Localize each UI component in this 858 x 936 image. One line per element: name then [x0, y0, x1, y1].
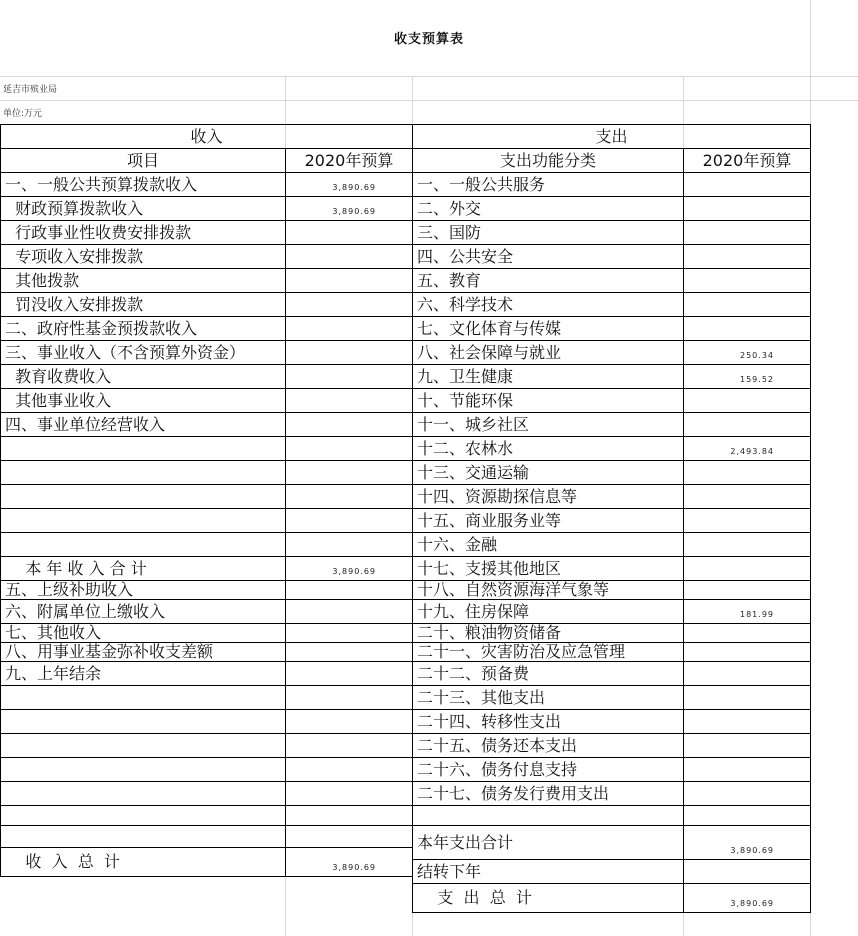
expense-category-header: 支出功能分类: [412, 148, 684, 173]
income-item-cell: 财政预算拨款收入: [0, 196, 286, 221]
income-value-cell: [285, 268, 413, 293]
income-value-cell: [285, 805, 413, 826]
expense-item-cell: 十三、交通运输: [412, 460, 684, 485]
income-item-cell: 收 入 总 计: [0, 847, 286, 877]
expense-item-cell: 支 出 总 计: [412, 883, 684, 913]
expense-value-cell: [683, 661, 811, 686]
income-value-cell: [285, 825, 413, 848]
income-item-cell: 八、用事业基金弥补收支差额: [0, 642, 286, 662]
income-item-cell: 二、政府性基金预拨款收入: [0, 316, 286, 341]
expense-item-cell: 二十四、转移性支出: [412, 709, 684, 734]
unit-label: 单位:万元: [3, 109, 43, 119]
expense-item-cell: 十六、金融: [412, 532, 684, 557]
gridline: [0, 100, 858, 101]
income-value-cell: [285, 733, 413, 758]
expense-value-cell: 3,890.69: [683, 825, 811, 860]
expense-item-cell: 八、社会保障与就业: [412, 340, 684, 365]
expense-item-cell: 十二、农林水: [412, 436, 684, 461]
income-item-cell: [0, 532, 286, 557]
expense-item-cell: [412, 805, 684, 826]
income-value-cell: [285, 388, 413, 413]
expense-value-cell: [683, 757, 811, 782]
income-value-cell: [285, 484, 413, 509]
income-item-cell: [0, 685, 286, 710]
expense-value-cell: [683, 859, 811, 884]
income-value-cell: [285, 532, 413, 557]
income-item-cell: [0, 781, 286, 806]
income-value-cell: 3,890.69: [285, 847, 413, 877]
income-value-cell: [285, 508, 413, 533]
expense-value-cell: [683, 196, 811, 221]
expense-value-cell: [683, 805, 811, 826]
expense-value-cell: [683, 642, 811, 662]
expense-value-cell: [683, 292, 811, 317]
expense-value-cell: [683, 172, 811, 197]
expense-header: 支出: [412, 124, 811, 149]
expense-item-cell: 十一、城乡社区: [412, 412, 684, 437]
income-item-cell: 本 年 收 入 合 计: [0, 556, 286, 581]
expense-item-cell: 二十一、灾害防治及应急管理: [412, 642, 684, 662]
expense-item-cell: 三、国防: [412, 220, 684, 245]
expense-item-cell: 结转下年: [412, 859, 684, 884]
unit-org: 延吉市殡业局: [3, 85, 58, 95]
income-value-cell: [285, 642, 413, 662]
income-item-cell: [0, 508, 286, 533]
expense-value-cell: [683, 733, 811, 758]
expense-value-cell: [683, 685, 811, 710]
expense-item-cell: 二十二、预备费: [412, 661, 684, 686]
expense-value-cell: [683, 220, 811, 245]
expense-item-cell: 四、公共安全: [412, 244, 684, 269]
income-item-cell: 其他事业收入: [0, 388, 286, 413]
expense-item-cell: 二十三、其他支出: [412, 685, 684, 710]
income-item-cell: 六、附属单位上缴收入: [0, 599, 286, 624]
expense-value-cell: [683, 781, 811, 806]
expense-item-cell: 二十六、债务付息支持: [412, 757, 684, 782]
income-value-cell: 3,890.69: [285, 196, 413, 221]
income-value-cell: [285, 292, 413, 317]
income-value-cell: [285, 364, 413, 389]
income-item-cell: 四、事业单位经营收入: [0, 412, 286, 437]
expense-value-cell: 159.52: [683, 364, 811, 389]
expense-item-cell: 二、外交: [412, 196, 684, 221]
income-value-cell: [285, 220, 413, 245]
income-item-cell: 五、上级补助收入: [0, 580, 286, 600]
expense-value-cell: 3,890.69: [683, 883, 811, 913]
income-value-cell: 3,890.69: [285, 556, 413, 581]
expense-value-cell: [683, 709, 811, 734]
income-item-cell: [0, 805, 286, 826]
income-value-cell: [285, 340, 413, 365]
expense-item-cell: 二十七、债务发行费用支出: [412, 781, 684, 806]
expense-value-cell: [683, 532, 811, 557]
income-item-cell: 七、其他收入: [0, 623, 286, 643]
income-value-cell: [285, 580, 413, 600]
gridline: [0, 76, 858, 77]
expense-item-cell: 二十五、债务还本支出: [412, 733, 684, 758]
expense-value-cell: [683, 484, 811, 509]
page-title: 收支预算表: [393, 32, 464, 47]
expense-value-cell: [683, 412, 811, 437]
income-value-cell: [285, 460, 413, 485]
income-value-cell: [285, 757, 413, 782]
expense-value-cell: 2,493.84: [683, 436, 811, 461]
income-item-cell: [0, 484, 286, 509]
income-value-cell: [285, 781, 413, 806]
expense-item-cell: 一、一般公共服务: [412, 172, 684, 197]
expense-value-cell: [683, 316, 811, 341]
income-item-cell: 罚没收入安排拨款: [0, 292, 286, 317]
expense-value-cell: 250.34: [683, 340, 811, 365]
income-item-cell: [0, 709, 286, 734]
income-item-cell: [0, 825, 286, 848]
expense-value-cell: [683, 268, 811, 293]
expense-item-cell: 十九、住房保障: [412, 599, 684, 624]
income-budget-header: 2020年预算: [285, 148, 413, 173]
expense-item-cell: 七、文化体育与传媒: [412, 316, 684, 341]
income-item-cell: 教育收费收入: [0, 364, 286, 389]
expense-item-cell: 十七、支援其他地区: [412, 556, 684, 581]
expense-item-cell: 九、卫生健康: [412, 364, 684, 389]
income-value-cell: [285, 412, 413, 437]
expense-budget-header: 2020年预算: [683, 148, 811, 173]
expense-item-cell: 十八、自然资源海洋气象等: [412, 580, 684, 600]
income-item-cell: [0, 436, 286, 461]
income-value-cell: [285, 661, 413, 686]
income-item-cell: 行政事业性收费安排拨款: [0, 220, 286, 245]
income-item-cell: 九、上年结余: [0, 661, 286, 686]
income-item-cell: [0, 460, 286, 485]
income-item-cell: [0, 733, 286, 758]
expense-value-cell: [683, 244, 811, 269]
income-value-cell: [285, 685, 413, 710]
income-value-cell: [285, 244, 413, 269]
expense-item-cell: 六、科学技术: [412, 292, 684, 317]
expense-value-cell: [683, 623, 811, 643]
income-item-cell: 其他拨款: [0, 268, 286, 293]
expense-value-cell: [683, 460, 811, 485]
expense-item-cell: 十四、资源勘探信息等: [412, 484, 684, 509]
expense-value-cell: [683, 388, 811, 413]
income-value-cell: [285, 599, 413, 624]
expense-item-cell: 十五、商业服务业等: [412, 508, 684, 533]
income-item-cell: [0, 757, 286, 782]
item-header: 项目: [0, 148, 286, 173]
income-value-cell: [285, 623, 413, 643]
income-item-cell: 专项收入安排拨款: [0, 244, 286, 269]
expense-item-cell: 五、教育: [412, 268, 684, 293]
income-header: 收入: [0, 124, 413, 149]
income-item-cell: 三、事业收入（不含预算外资金）: [0, 340, 286, 365]
expense-value-cell: 181.99: [683, 599, 811, 624]
income-item-cell: 一、一般公共预算拨款收入: [0, 172, 286, 197]
expense-value-cell: [683, 580, 811, 600]
expense-item-cell: 十、节能环保: [412, 388, 684, 413]
income-value-cell: [285, 316, 413, 341]
expense-value-cell: [683, 508, 811, 533]
income-value-cell: [285, 709, 413, 734]
income-value-cell: 3,890.69: [285, 172, 413, 197]
expense-item-cell: 二十、粮油物资储备: [412, 623, 684, 643]
income-value-cell: [285, 436, 413, 461]
expense-value-cell: [683, 556, 811, 581]
expense-item-cell: 本年支出合计: [412, 825, 684, 860]
